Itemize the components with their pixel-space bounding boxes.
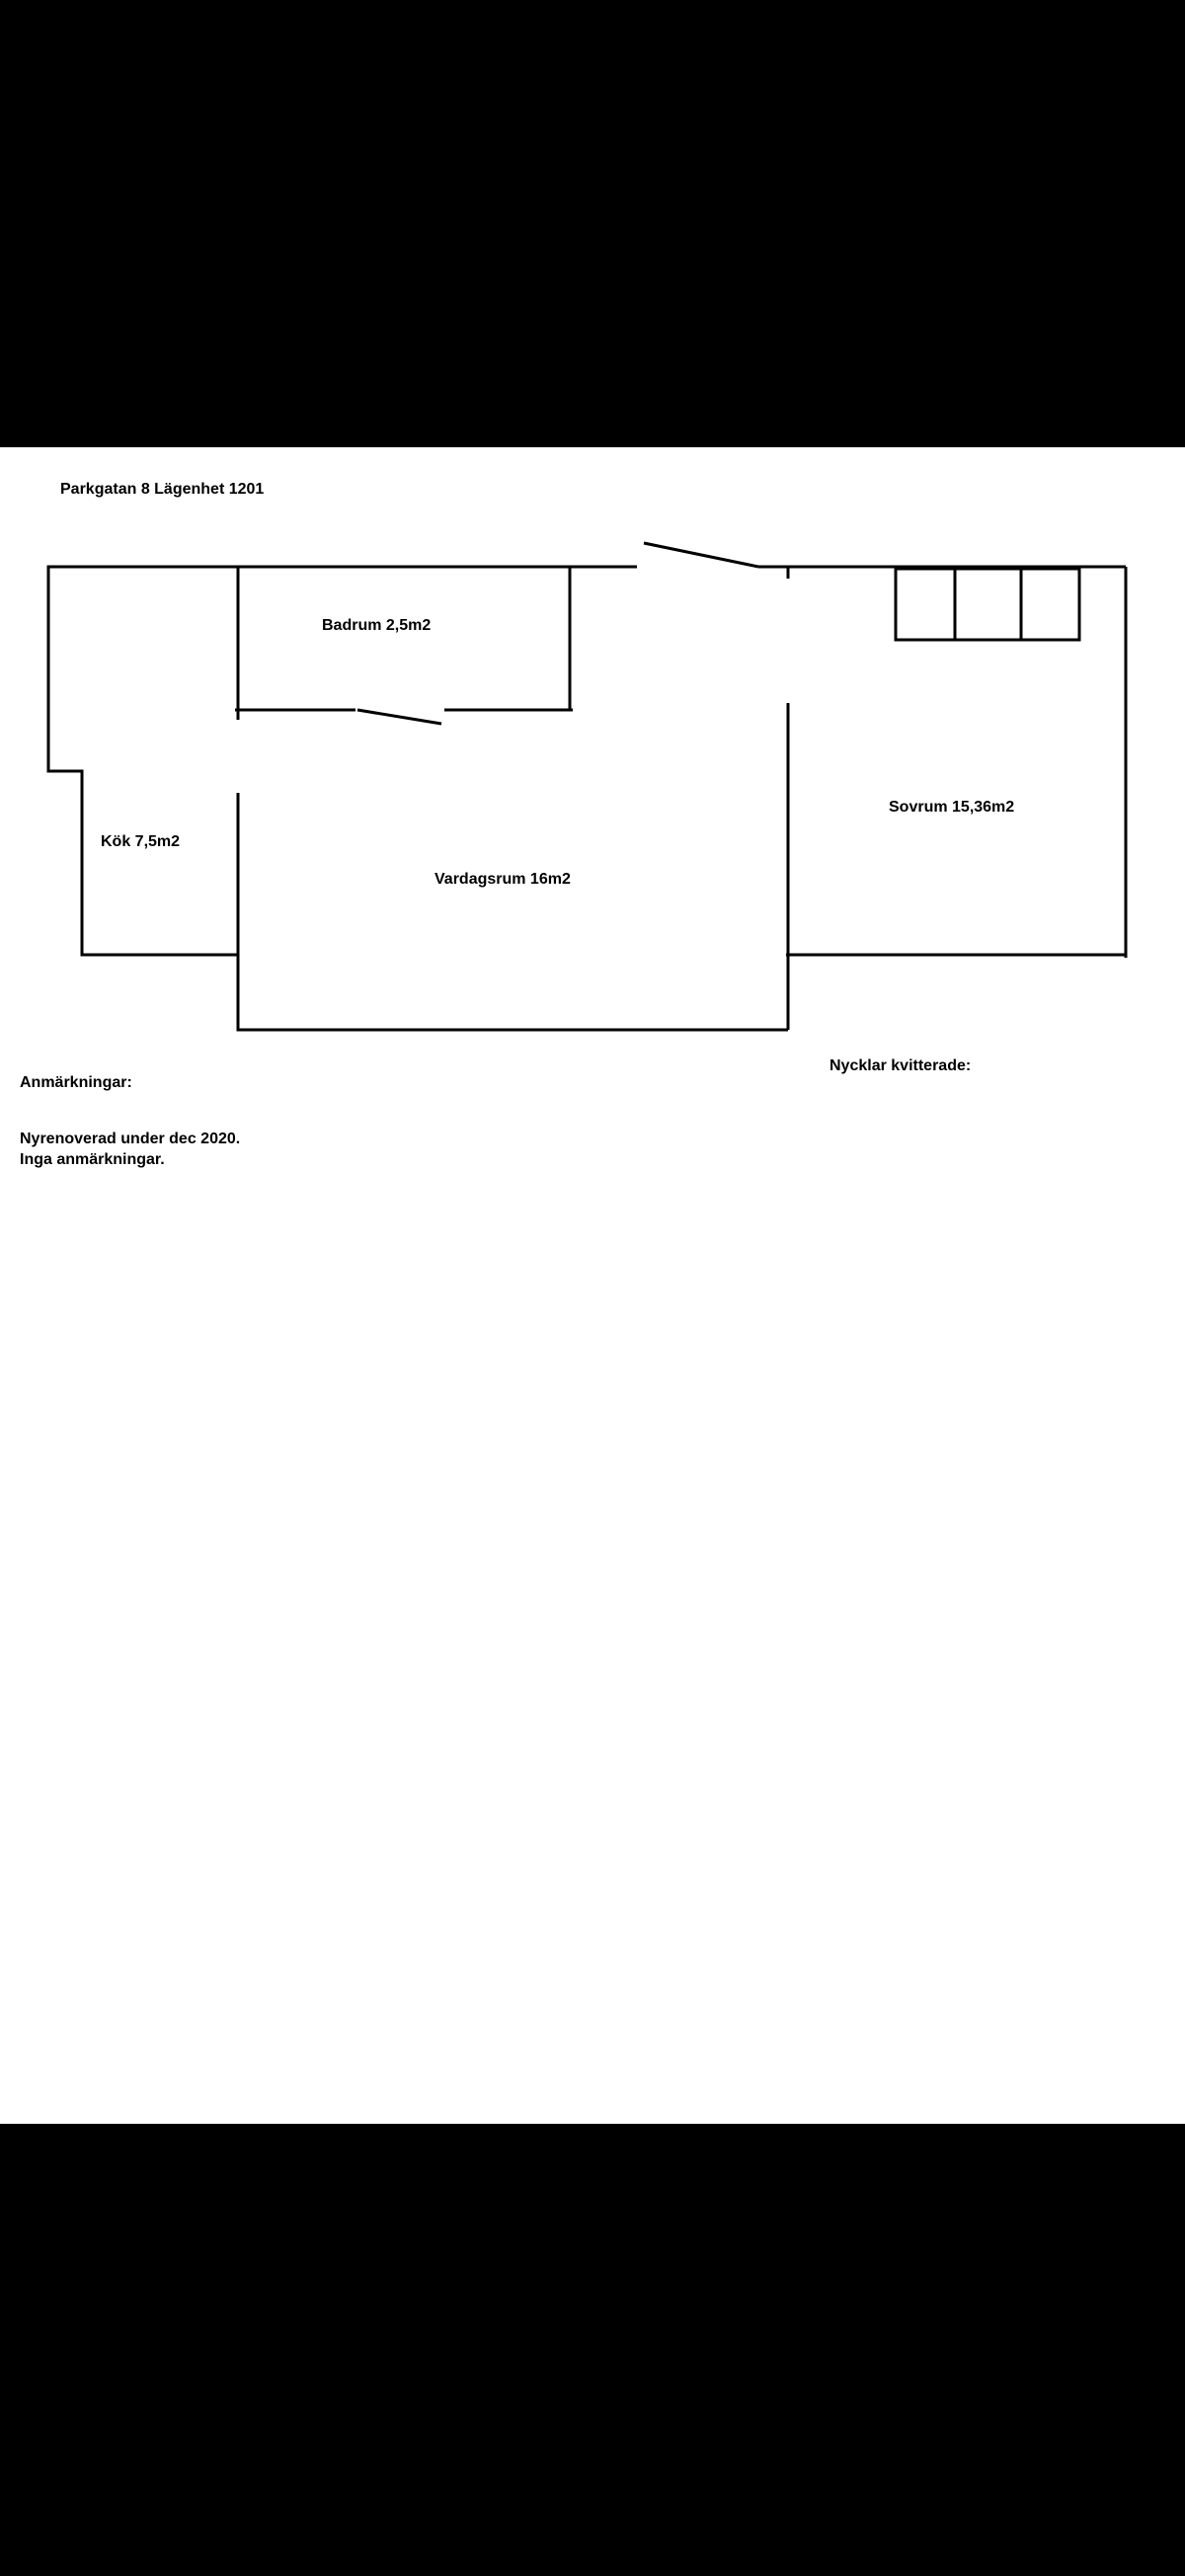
notes-label: Anmärkningar: <box>20 1074 132 1091</box>
living-room-wall <box>238 793 788 1030</box>
room-label-sovrum: Sovrum 15,36m2 <box>889 799 1015 816</box>
wardrobe <box>896 569 1079 640</box>
page-title: Parkgatan 8 Lägenhet 1201 <box>60 481 265 498</box>
room-label-vardagsrum: Vardagsrum 16m2 <box>434 871 571 888</box>
bathroom-door <box>357 710 441 724</box>
entrance-door <box>644 543 758 567</box>
room-label-badrum: Badrum 2,5m2 <box>322 617 432 634</box>
floor-plan <box>0 447 1185 1237</box>
keys-label: Nycklar kvitterade: <box>830 1057 972 1074</box>
floor-plan-page <box>0 447 1185 2124</box>
notes-text <box>20 1129 240 1170</box>
note-line: Nyrenoverad under dec 2020. <box>20 1131 241 1147</box>
room-label-kok: Kök 7,5m2 <box>101 833 181 850</box>
note-line: Inga anmärkningar. <box>20 1151 165 1168</box>
